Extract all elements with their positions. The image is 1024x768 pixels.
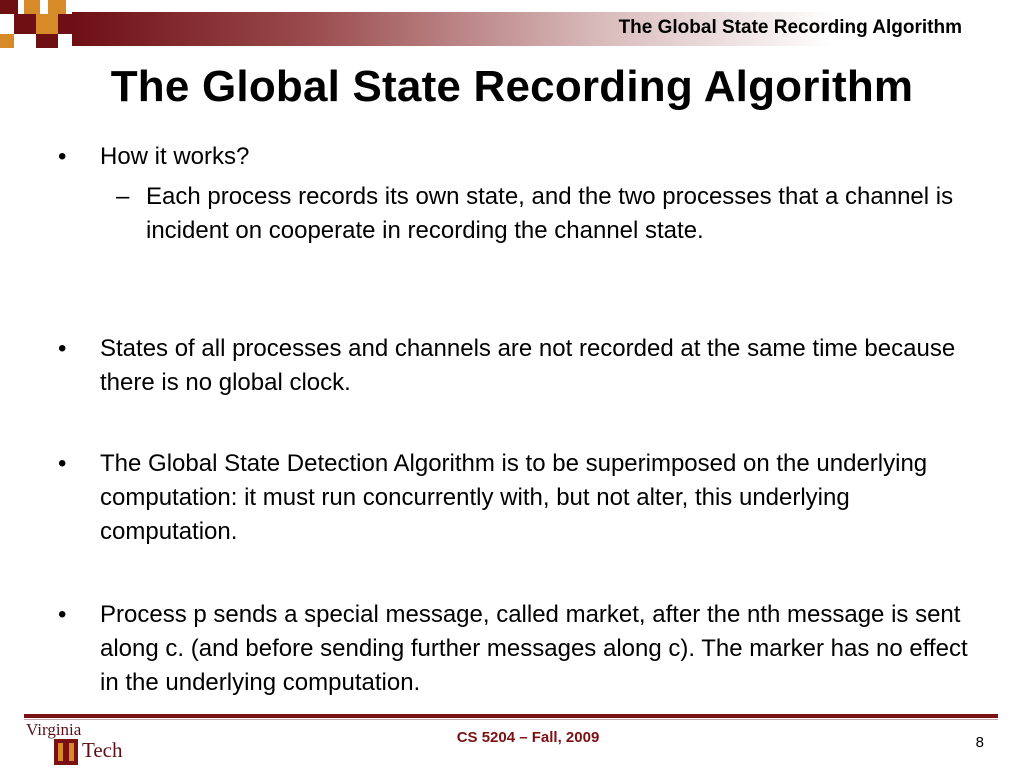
- bullet-item: [58, 332, 980, 400]
- header-band: [0, 0, 1024, 48]
- bullet-dot: •: [58, 450, 67, 477]
- bullet-text: Process p sends a special message, called market, after the nth message is sent along c. (and before sending further messages along c). The marker has no effect in the underlying computation.: [100, 601, 968, 696]
- logo-text-virginia: Virginia: [26, 720, 82, 739]
- decor-square: [58, 14, 72, 34]
- decor-square: [0, 0, 18, 14]
- bullet-item: [58, 447, 980, 549]
- running-title: The Global State Recording Algorithm: [618, 17, 962, 38]
- slide-title: The Global State Recording Algorithm: [110, 62, 914, 111]
- decor-square: [36, 34, 58, 48]
- slide-number: 8: [975, 734, 984, 751]
- bullet-item: [58, 140, 980, 174]
- bullet-text: How it works?: [100, 143, 250, 170]
- bullet-dot: •: [58, 143, 67, 170]
- sub-bullet-item: [116, 180, 966, 248]
- course-text: CS 5204 – Fall, 2009: [456, 729, 600, 746]
- decor-square: [0, 34, 14, 48]
- decor-square: [24, 0, 40, 14]
- bullet-item: [58, 598, 980, 700]
- decor-square: [48, 0, 66, 14]
- decor-square: [36, 14, 58, 34]
- course-label: [0, 729, 1024, 746]
- logo-text-tech: Tech: [82, 738, 123, 762]
- decor-square: [14, 14, 36, 34]
- bullet-dot: •: [58, 601, 67, 628]
- sub-bullet-text: Each process records its own state, and the two processes that a channel is incident on cooperate in recording the channel state.: [146, 183, 954, 244]
- bullet-dot: •: [58, 335, 67, 362]
- bullet-text: States of all processes and channels are not recorded at the same time because there is no global clock.: [100, 335, 956, 396]
- bullet-text: The Global State Detection Algorithm is to be superimposed on the underlying computation: it must run concurrently with, but not alter, this underlying computation.: [100, 450, 928, 545]
- footer-rule-thin: [24, 719, 998, 720]
- sub-bullet-dash: –: [116, 183, 130, 210]
- footer-rule: [24, 714, 998, 718]
